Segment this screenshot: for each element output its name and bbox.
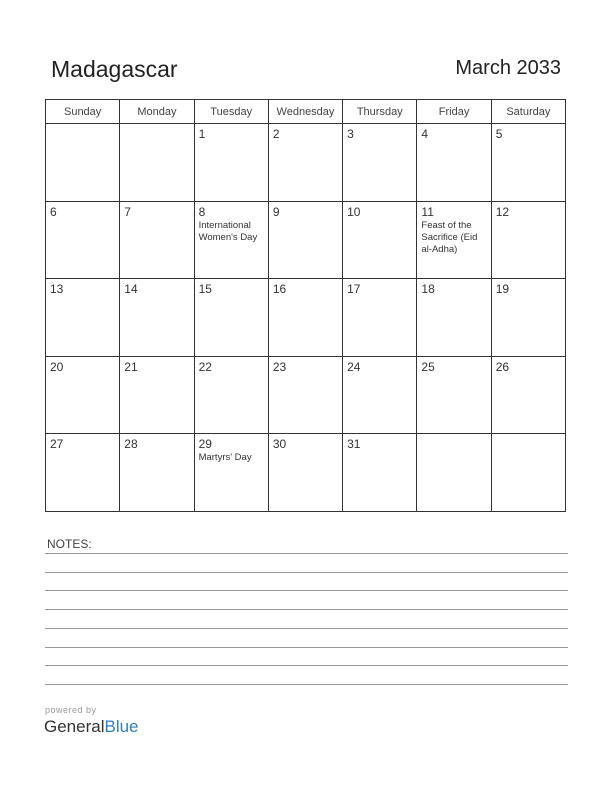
day-cell [268,279,342,357]
day-number: 8 [198,204,206,219]
note-line [45,647,568,648]
day-number: 10 [347,204,361,219]
day-cell [194,124,268,202]
day-cell [46,124,120,202]
day-number: 19 [495,282,510,297]
day-cell [46,434,120,512]
day-cell [417,124,491,202]
day-cell [343,356,417,434]
weekday-header: Saturday [491,100,565,124]
powered-by-text: powered by [45,705,97,715]
brand-logo [44,717,139,737]
week-row [46,201,566,279]
notes-label: NOTES: [47,537,92,551]
day-number: 27 [50,437,64,452]
day-number: 17 [347,282,361,297]
day-number: 23 [272,359,287,374]
week-row [46,434,566,512]
day-cell [491,124,565,202]
day-number: 12 [495,204,510,219]
day-cell [120,279,194,357]
day-cell [417,201,491,279]
calendar-country-title: Madagascar [51,56,178,82]
day-cell [343,434,417,512]
note-line [45,665,568,666]
note-line [45,590,568,591]
week-row [46,279,566,357]
day-number: 5 [495,127,503,141]
day-number: 2 [272,127,280,141]
day-number: 30 [272,437,287,452]
day-number: 16 [272,282,287,297]
day-cell [417,434,491,512]
day-number: 14 [124,282,138,297]
weekday-header: Thursday [343,100,417,124]
day-cell [343,279,417,357]
day-number: 25 [421,359,435,374]
day-number: 31 [347,437,361,452]
weekday-header: Sunday [46,100,120,124]
day-cell [120,434,194,512]
day-number: 3 [347,127,354,141]
weekday-header-row [46,100,566,124]
day-cell [194,201,268,279]
note-line [45,684,568,685]
weekday-header: Friday [417,100,491,124]
day-cell [46,279,120,357]
day-cell [46,356,120,434]
note-line [45,628,568,629]
day-number: 20 [50,359,64,374]
day-cell [120,201,194,279]
day-cell [120,356,194,434]
day-number: 18 [421,282,435,297]
holiday-label: Martyrs' Day [198,452,252,464]
day-cell [46,201,120,279]
note-line [45,553,568,554]
day-number: 1 [198,127,206,141]
day-number: 21 [124,359,138,374]
week-row [46,124,566,202]
holiday-label: International Women's Day [198,219,258,243]
weekday-header: Monday [120,100,194,124]
day-cell [268,201,342,279]
day-cell [268,124,342,202]
day-number: 15 [198,282,212,297]
calendar-month-title: March 2033 [455,57,561,79]
day-cell [491,356,565,434]
day-number: 26 [495,359,510,374]
weekday-header: Tuesday [194,100,268,124]
day-number: 29 [198,437,212,452]
holiday-label: Feast of the Sacrifice (Eid al-Adha) [421,219,478,255]
day-cell [120,124,194,202]
day-number: 28 [124,437,138,452]
brand-blue: Blue [104,717,139,736]
day-number: 7 [124,204,131,219]
day-number: 6 [50,204,57,219]
day-cell [194,434,268,512]
brand-general: General [44,717,105,736]
note-line [45,609,568,610]
day-cell [194,356,268,434]
day-cell [417,356,491,434]
weekday-header: Wednesday [268,100,342,124]
day-number: 22 [198,359,212,374]
day-cell [491,434,565,512]
day-number: 9 [272,204,280,219]
day-cell [417,279,491,357]
day-cell [194,279,268,357]
day-number: 11 [421,204,434,219]
day-cell [343,124,417,202]
day-cell [491,201,565,279]
week-row [46,356,566,434]
day-number: 4 [421,127,429,141]
day-number: 13 [50,282,64,297]
calendar-grid [45,99,566,512]
day-cell [491,279,565,357]
day-number: 24 [347,359,361,374]
note-line [45,572,568,573]
day-cell [268,434,342,512]
day-cell [268,356,342,434]
day-cell [343,201,417,279]
